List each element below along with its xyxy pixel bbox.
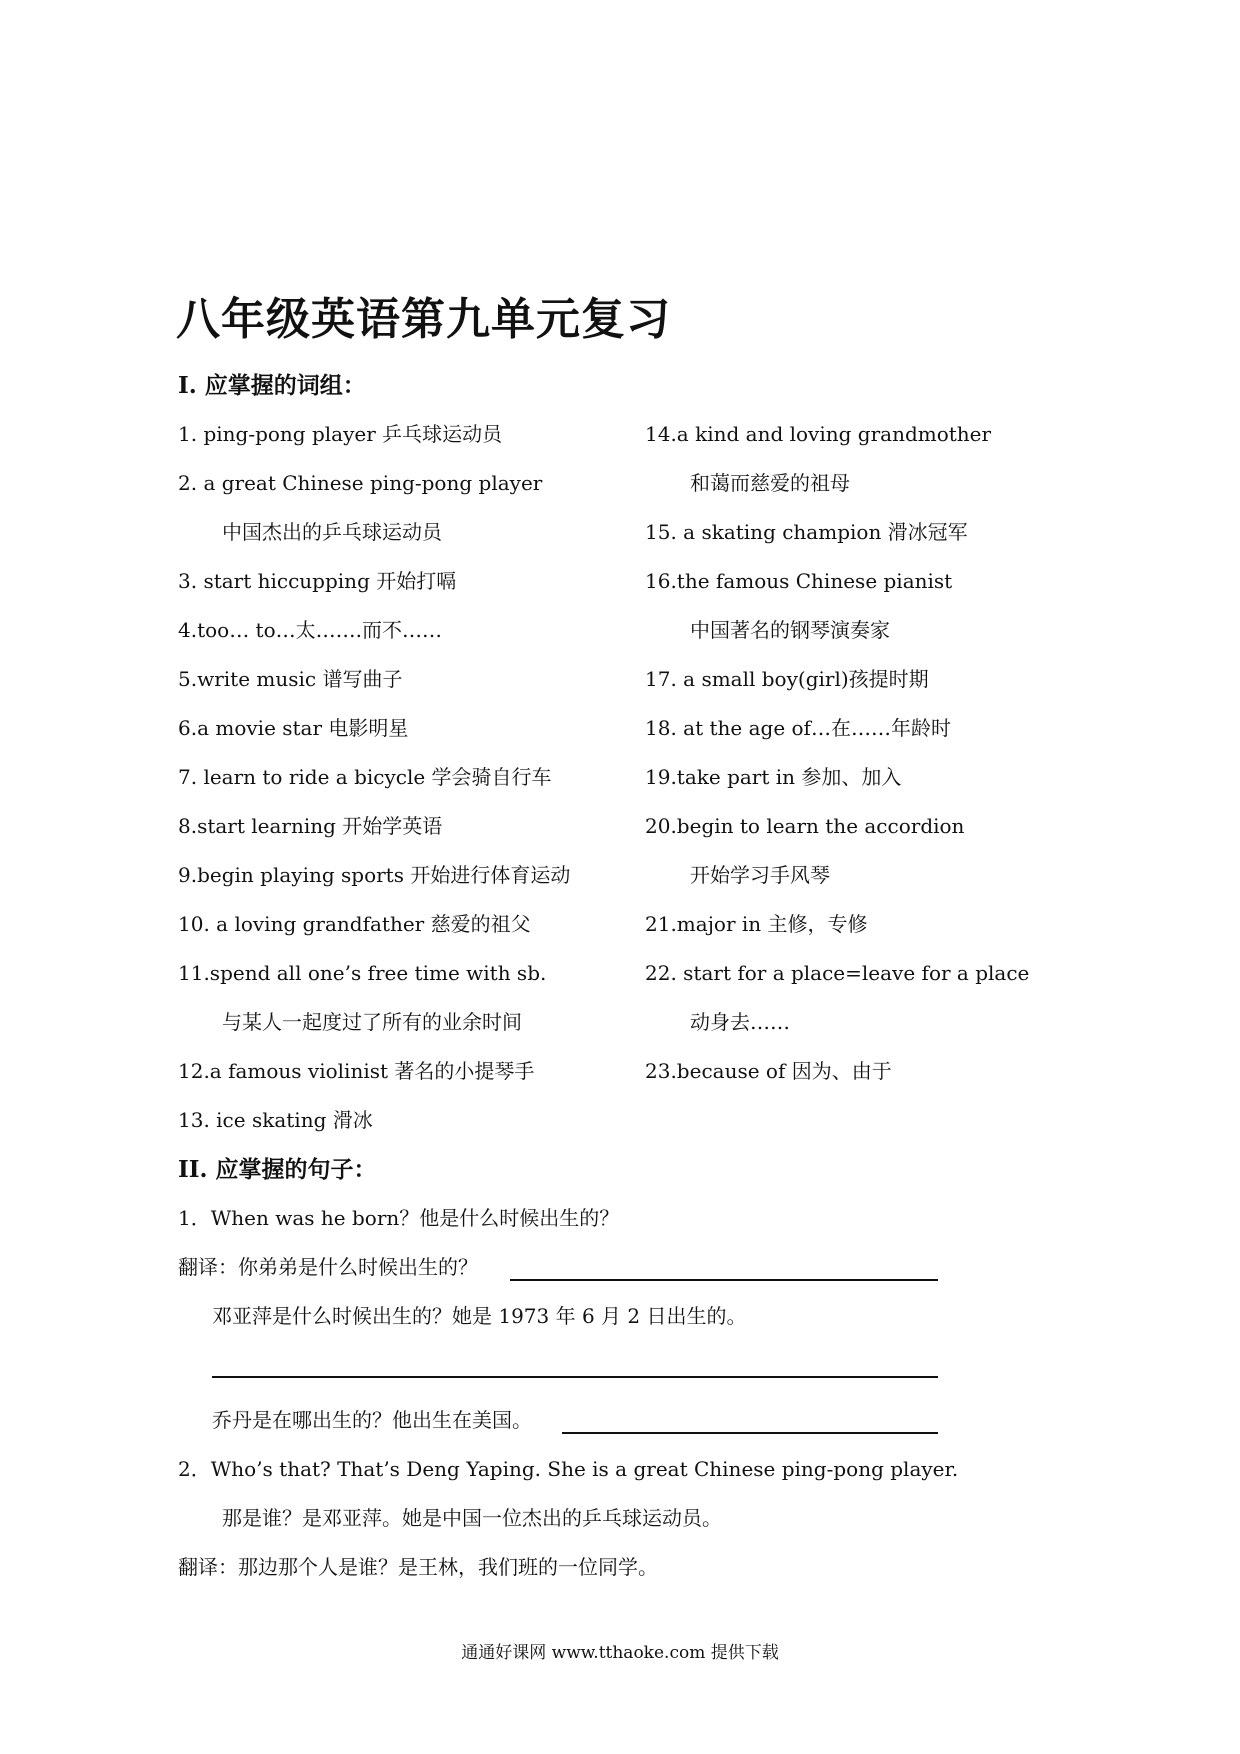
phrase-item: 22. start for a place=leave for a place — [645, 961, 1030, 985]
answer-line — [212, 1376, 938, 1378]
translation-prompt-1a: 翻译：你弟弟是什么时候出生的？ — [178, 1255, 478, 1279]
sentence-1: 1．When was he born？他是什么时候出生的？ — [178, 1206, 620, 1230]
translation-prompt-1c: 乔丹是在哪出生的？他出生在美国。 — [212, 1408, 532, 1432]
phrase-item: 6.a movie star 电影明星 — [178, 716, 409, 740]
phrase-translation: 动身去…… — [690, 1010, 790, 1034]
answer-line — [510, 1279, 938, 1281]
phrase-translation: 与某人一起度过了所有的业余时间 — [222, 1010, 522, 1034]
phrase-item: 20.begin to learn the accordion — [645, 814, 965, 838]
phrase-item: 3. start hiccupping 开始打嗝 — [178, 569, 457, 593]
phrase-item: 21.major in 主修，专修 — [645, 912, 868, 936]
phrase-item: 15. a skating champion 滑冰冠军 — [645, 520, 968, 544]
phrase-item: 19.take part in 参加、加入 — [645, 765, 902, 789]
phrase-item: 1. ping-pong player 乒乓球运动员 — [178, 422, 503, 446]
phrase-translation: 中国著名的钢琴演奏家 — [690, 618, 890, 642]
phrase-translation: 和蔼而慈爱的祖母 — [690, 471, 850, 495]
translation-prompt-2: 翻译：那边那个人是谁？是王林，我们班的一位同学。 — [178, 1555, 658, 1579]
phrase-item: 18. at the age of…在……年龄时 — [645, 716, 951, 740]
sentence-2-translation: 那是谁？是邓亚萍。她是中国一位杰出的乒乓球运动员。 — [222, 1506, 722, 1530]
phrase-item: 10. a loving grandfather 慈爱的祖父 — [178, 912, 531, 936]
phrase-item: 12.a famous violinist 著名的小提琴手 — [178, 1059, 535, 1083]
footer: 通通好课网 www.tthaoke.com 提供下载 — [461, 1643, 779, 1663]
phrase-item: 2. a great Chinese ping-pong player — [178, 471, 543, 495]
phrase-item: 16.the famous Chinese pianist — [645, 569, 953, 593]
page-title: 八年级英语第九单元复习 — [176, 294, 671, 345]
phrase-item: 9.begin playing sports 开始进行体育运动 — [178, 863, 571, 887]
section-1-heading: I. 应掌握的词组： — [178, 372, 366, 399]
phrase-item: 11.spend all one’s free time with sb. — [178, 961, 547, 985]
phrase-item: 23.because of 因为、由于 — [645, 1059, 892, 1083]
phrase-item: 7. learn to ride a bicycle 学会骑自行车 — [178, 765, 552, 789]
sentence-2: 2．Who’s that? That’s Deng Yaping. She is a great Chinese ping-pong player. — [178, 1457, 959, 1481]
answer-line — [562, 1432, 938, 1434]
translation-prompt-1b: 邓亚萍是什么时候出生的？她是 1973 年 6 月 2 日出生的。 — [212, 1304, 747, 1328]
phrase-translation: 中国杰出的乒乓球运动员 — [222, 520, 442, 544]
phrase-item: 8.start learning 开始学英语 — [178, 814, 443, 838]
phrase-item: 17. a small boy(girl)孩提时期 — [645, 667, 929, 691]
phrase-translation: 开始学习手风琴 — [690, 863, 830, 887]
phrase-item: 4.too… to…太…….而不…… — [178, 618, 442, 642]
phrase-item: 13. ice skating 滑冰 — [178, 1108, 373, 1132]
section-2-heading: II. 应掌握的句子： — [178, 1156, 377, 1183]
phrase-item: 14.a kind and loving grandmother — [645, 422, 992, 446]
phrase-item: 5.write music 谱写曲子 — [178, 667, 403, 691]
